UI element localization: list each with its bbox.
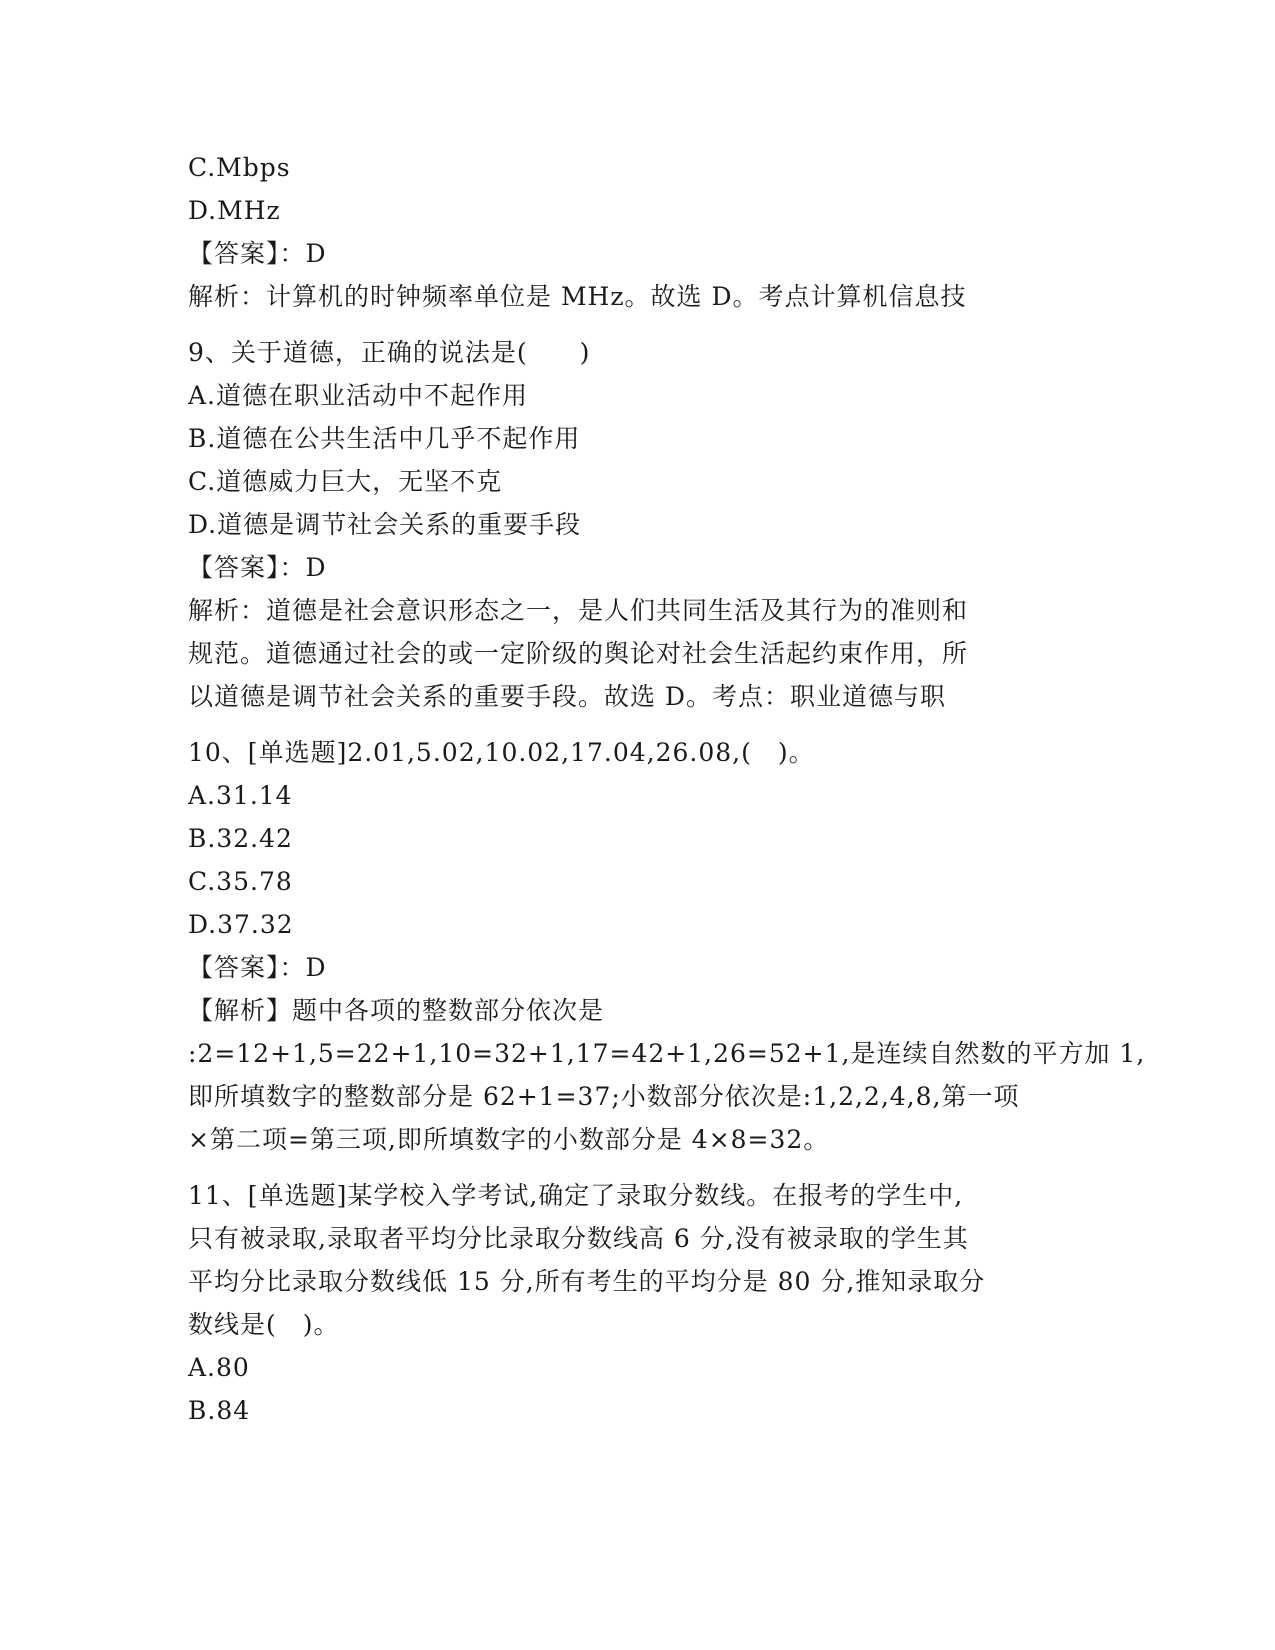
answer-line: 【答案】：D — [188, 553, 327, 582]
option-b: B.84 — [188, 1396, 251, 1425]
question-11 — [188, 1174, 1088, 1432]
option-d: D.37.32 — [188, 910, 294, 939]
question-9 — [188, 331, 1088, 718]
analysis-line: ×第二项=第三项,即所填数字的小数部分是 4×8=32。 — [188, 1125, 830, 1154]
option-c: C.Mbps — [188, 153, 291, 182]
option-a: A.31.14 — [188, 781, 293, 810]
question-10 — [188, 731, 1146, 1161]
analysis-line: 即所填数字的整数部分是 62+1=37;小数部分依次是:1,2,2,4,8,第一项 — [188, 1082, 1020, 1111]
option-c: C.35.78 — [188, 867, 293, 896]
question-8-tail — [188, 146, 1088, 318]
question-stem: 数线是( )。 — [188, 1310, 340, 1339]
analysis-line: 解析：计算机的时钟频率单位是 MHz。故选 D。考点计算机信息技 — [188, 282, 967, 311]
question-stem: 平均分比录取分数线低 15 分,所有考生的平均分是 80 分,推知录取分 — [188, 1267, 986, 1296]
spacer — [188, 318, 1088, 331]
analysis-line: 解析：道德是社会意识形态之一，是人们共同生活及其行为的准则和 — [188, 596, 969, 625]
option-d: D.MHz — [188, 196, 281, 225]
question-stem: 9、关于道德，正确的说法是( ) — [188, 338, 591, 367]
option-c: C.道德威力巨大，无坚不克 — [188, 467, 503, 496]
analysis-line: 以道德是调节社会关系的重要手段。故选 D。考点：职业道德与职 — [188, 682, 946, 711]
spacer — [188, 718, 1088, 731]
document-content — [188, 146, 1146, 1432]
answer-line: 【答案】：D — [188, 953, 327, 982]
question-stem: 11、[单选题]某学校入学考试,确定了录取分数线。在报考的学生中, — [188, 1181, 964, 1210]
question-stem: 只有被录取,录取者平均分比录取分数线高 6 分,没有被录取的学生其 — [188, 1224, 969, 1253]
question-stem: 10、[单选题]2.01,5.02,10.02,17.04,26.08,( )。 — [188, 738, 815, 767]
spacer — [188, 1161, 1088, 1174]
analysis-line: 【解析】题中各项的整数部分依次是 — [188, 996, 605, 1025]
analysis-line: :2=12+1,5=22+1,10=32+1,17=42+1,26=52+1,是连续自然数的平方加 1, — [188, 1039, 1146, 1068]
option-b: B.道德在公共生活中几乎不起作用 — [188, 424, 581, 453]
option-a: A.80 — [188, 1353, 250, 1382]
answer-line: 【答案】：D — [188, 239, 327, 268]
option-d: D.道德是调节社会关系的重要手段 — [188, 510, 582, 539]
option-a: A.道德在职业活动中不起作用 — [188, 381, 529, 410]
option-b: B.32.42 — [188, 824, 293, 853]
analysis-line: 规范。道德通过社会的或一定阶级的舆论对社会生活起约束作用，所 — [188, 639, 969, 668]
